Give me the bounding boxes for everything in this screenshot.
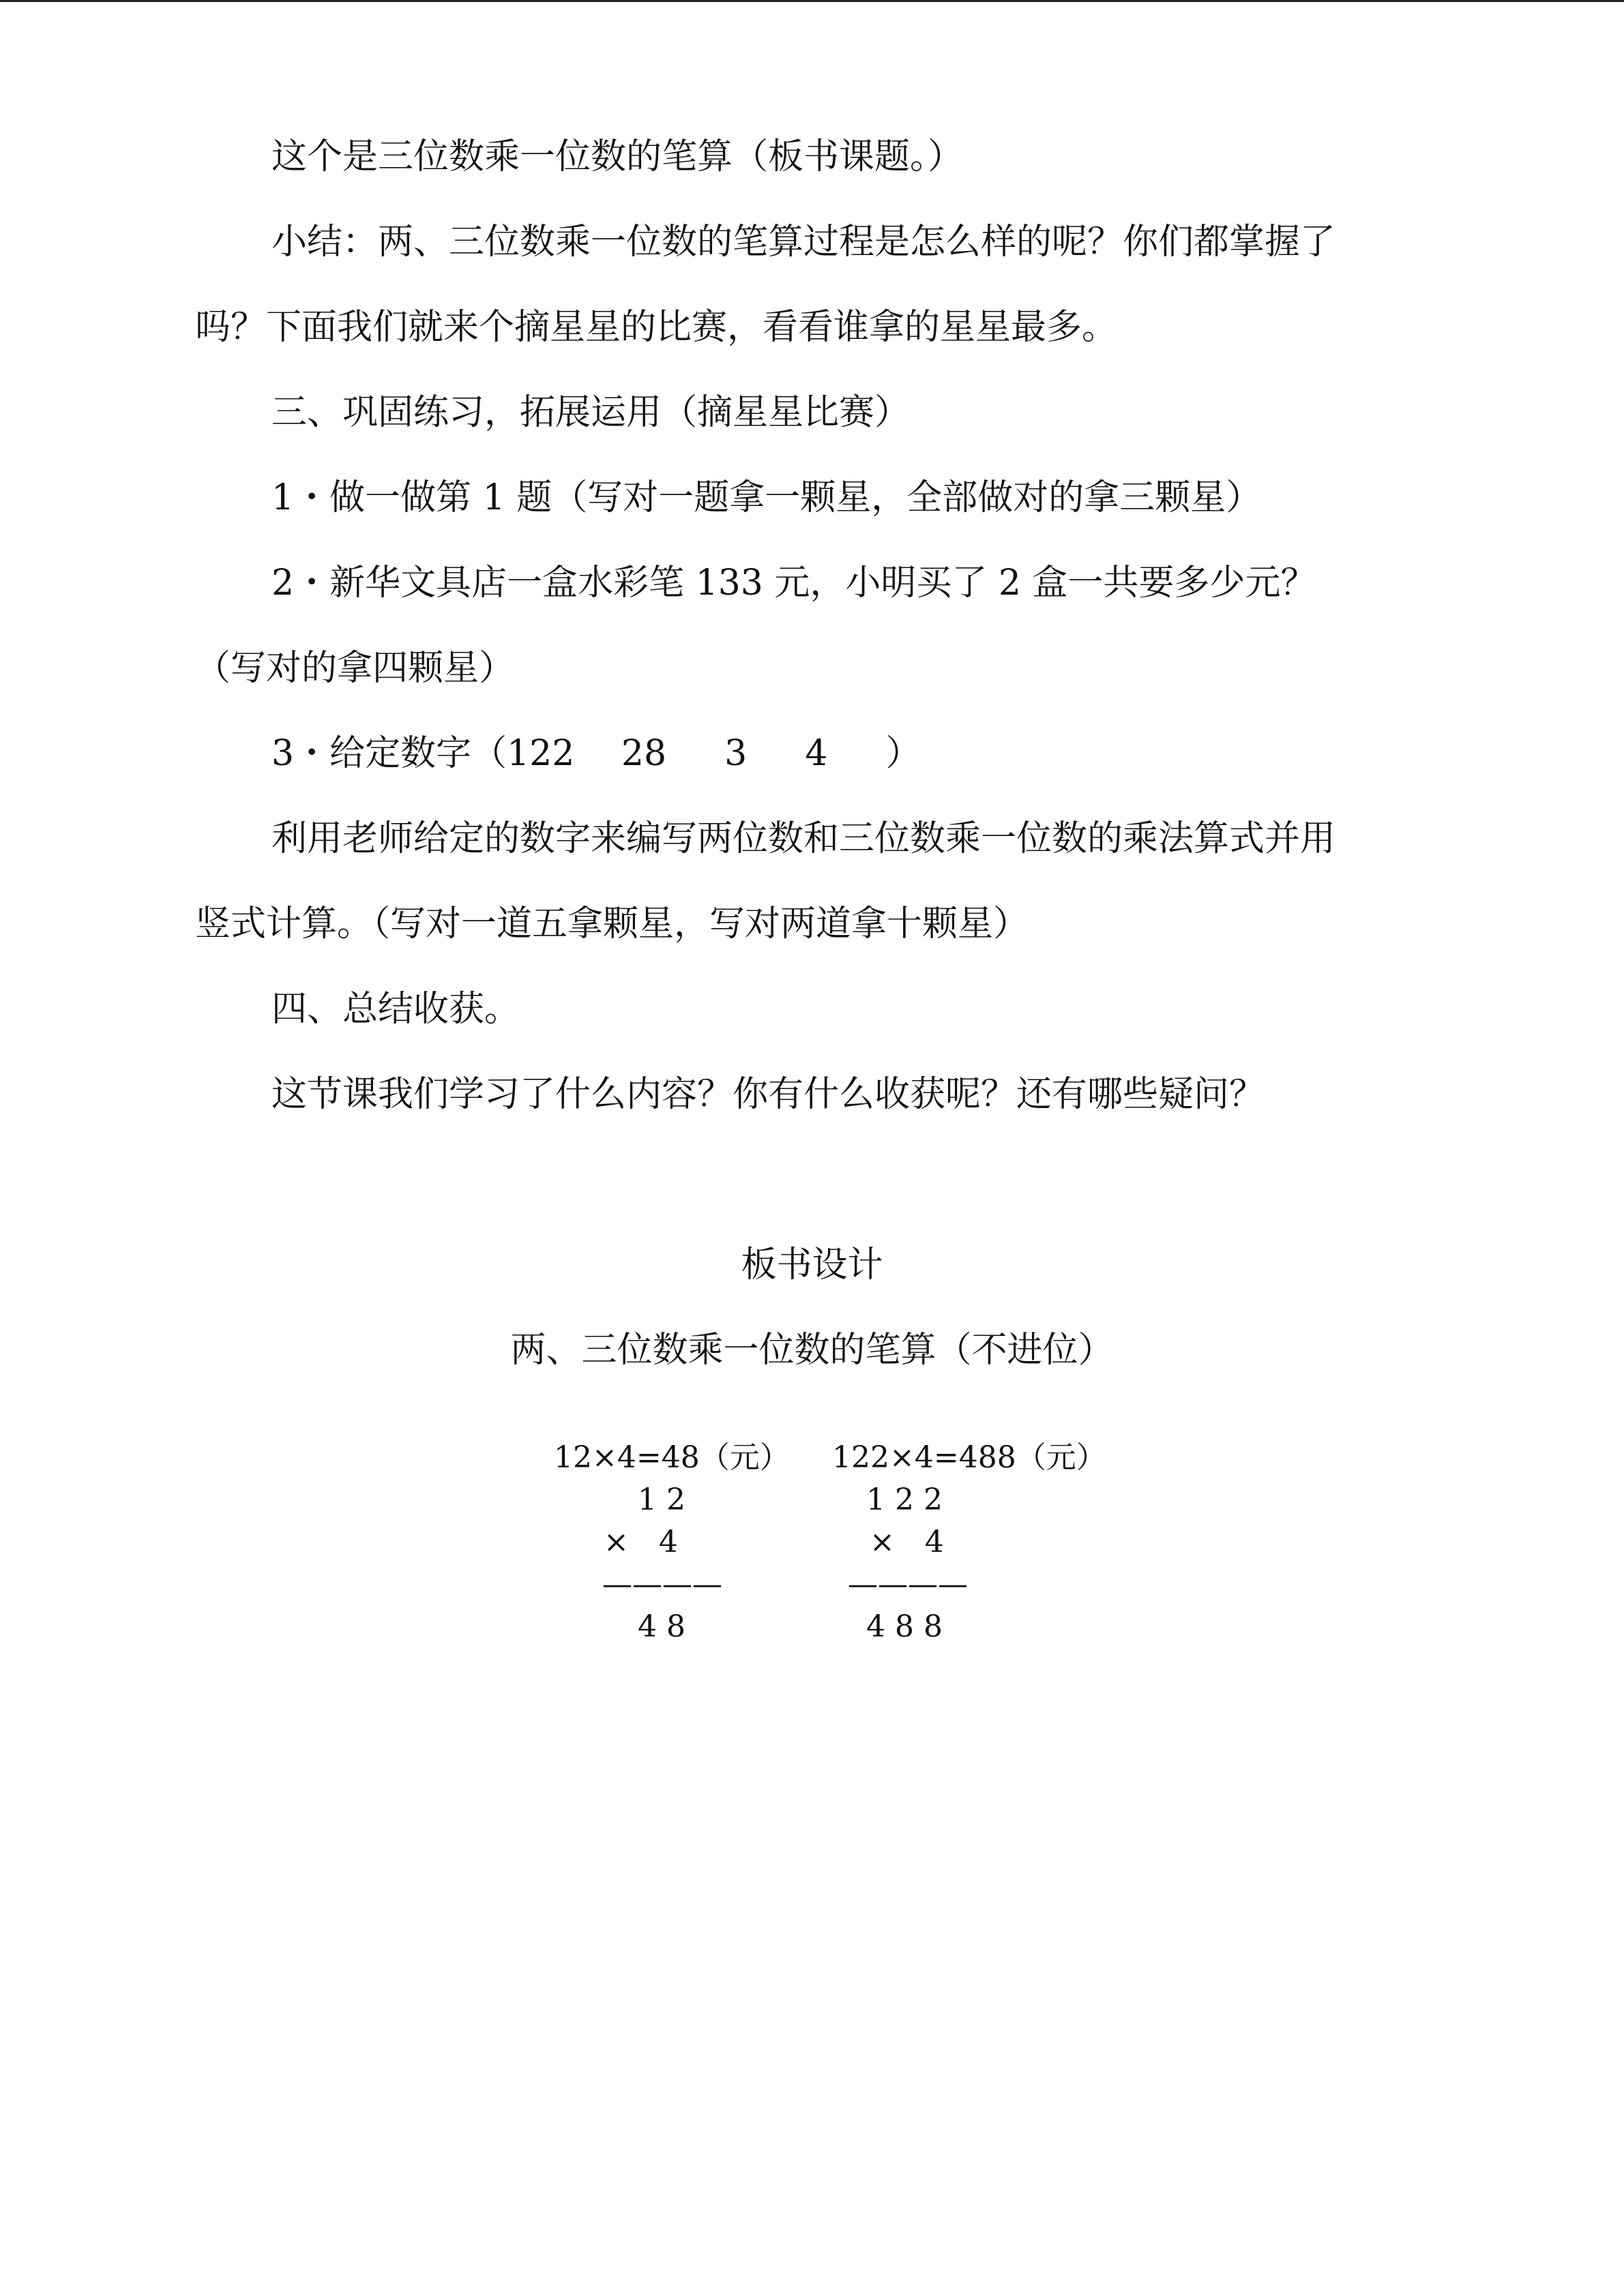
- section-heading-practice: 三、巩固练习，拓展运用（摘星星比赛）: [271, 392, 911, 433]
- left-multiplier: × 4: [604, 1525, 678, 1560]
- page-top-border: [0, 0, 1624, 2]
- exercise-3-instruction-line2: 竖式计算。（写对一道五拿颗星，写对两道拿十颗星）: [195, 904, 1029, 944]
- section-heading-summary: 四、总结收获。: [271, 989, 520, 1030]
- board-design-title: 两、三位数乘一位数的笔算（不进位）: [510, 1330, 1114, 1371]
- right-multiplicand: 1 2 2: [866, 1482, 943, 1517]
- paragraph-summary-line2: 吗？下面我们就来个摘星星的比赛，看看谁拿的星星最多。: [195, 307, 1118, 348]
- exercise-2-line2: （写对的拿四颗星）: [195, 648, 515, 689]
- right-rule: ————: [848, 1567, 968, 1602]
- paragraph-intro: 这个是三位数乘一位数的笔算（板书课题。）: [271, 136, 964, 177]
- right-multiplier: × 4: [870, 1525, 944, 1560]
- left-rule: ————: [602, 1567, 722, 1602]
- exercise-1: 1・做一做第 1 题（写对一题拿一颗星，全部做对的拿三颗星）: [271, 477, 1262, 518]
- left-multiplicand: 1 2: [638, 1482, 685, 1517]
- exercise-3-instruction-line1: 利用老师给定的数字来编写两位数和三位数乘一位数的乘法算式并用: [271, 818, 1336, 859]
- board-design-heading: 板书设计: [741, 1244, 883, 1285]
- right-result: 4 8 8: [866, 1609, 943, 1644]
- right-equation: 122×4=488（元）: [832, 1440, 1106, 1475]
- left-result: 4 8: [638, 1609, 685, 1644]
- closing-questions: 这节课我们学习了什么内容？你有什么收获呢？还有哪些疑问？: [271, 1074, 1265, 1115]
- exercise-2-line1: 2・新华文具店一盒水彩笔 133 元，小明买了 2 盒一共要多少元？: [271, 563, 1316, 603]
- exercise-3: 3・给定数字（122 28 3 4 ）: [271, 733, 921, 774]
- paragraph-summary-line1: 小结：两、三位数乘一位数的笔算过程是怎么样的呢？你们都掌握了: [271, 222, 1336, 263]
- left-equation: 12×4=48（元）: [554, 1440, 790, 1475]
